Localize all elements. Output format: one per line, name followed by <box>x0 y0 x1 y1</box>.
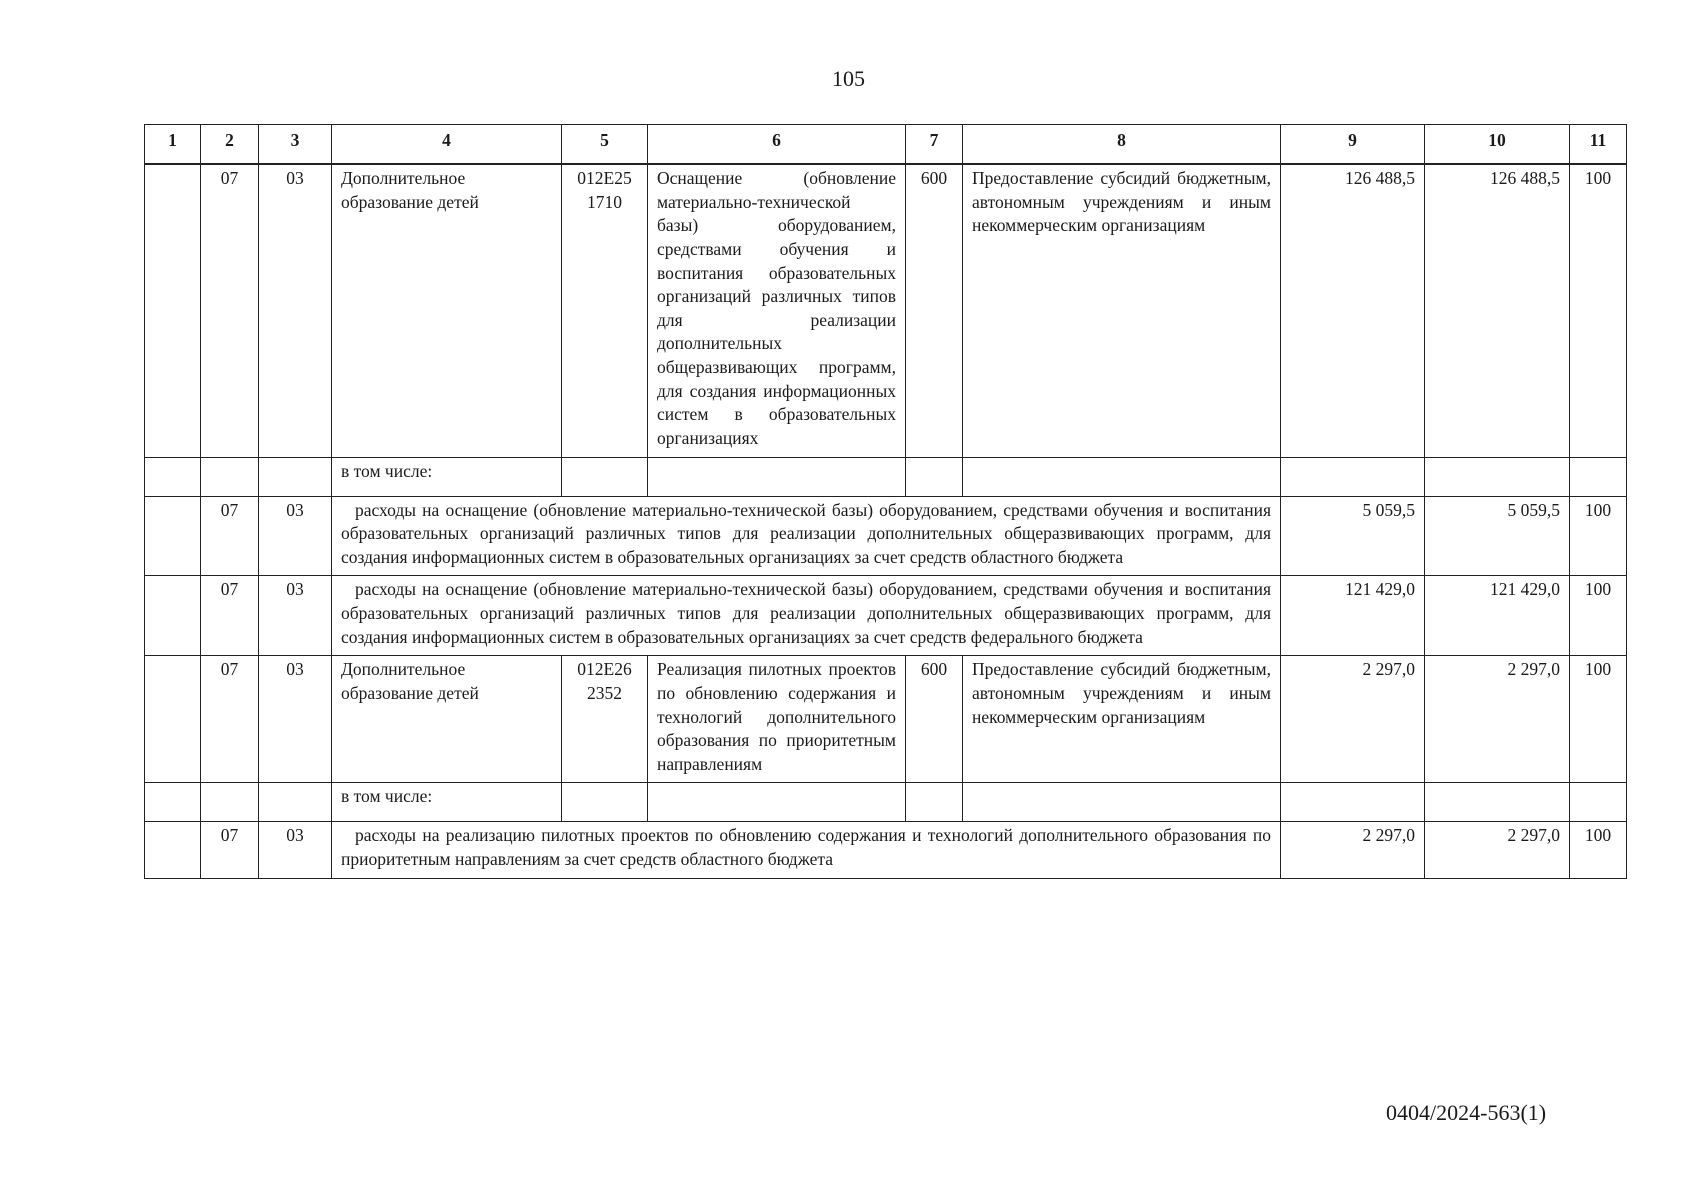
amount-col-10: 2 297,0 <box>1425 822 1570 878</box>
col-1-cell <box>145 576 201 656</box>
amount-col-9: 126 488,5 <box>1281 164 1425 457</box>
header-col-8: 8 <box>963 125 1281 165</box>
header-col-5: 5 <box>562 125 648 165</box>
section-code: 07 <box>201 576 259 656</box>
expense-description: расходы на оснащение (обновление материально-технической базы) оборудованием, средствами обучения и воспитания образовательных организаций различных типов для реализации дополнительных общеразвивающих программ, для создания информационных систем в образовательных организациях за счет средств федерального бюджета <box>332 576 1281 656</box>
budget-table <box>144 124 1627 879</box>
header-col-9: 9 <box>1281 125 1425 165</box>
target-article-name: Оснащение (обновление материально-технической базы) оборудованием, средствами обучения и воспитания образовательных организаций различных типов для реализации дополнительных общеразвивающих программ, для создания информационных систем в образовательных организациях <box>648 164 906 457</box>
section-code: 07 <box>201 164 259 457</box>
including-label: в том числе: <box>332 783 562 822</box>
expense-type-code: 600 <box>906 164 963 457</box>
subsection-code: 03 <box>259 164 332 457</box>
amount-col-10: 5 059,5 <box>1425 496 1570 576</box>
section-code: 07 <box>201 656 259 783</box>
table-row <box>145 576 1627 656</box>
empty-cell <box>963 783 1281 822</box>
target-article-name: Реализация пилотных проектов по обновлению содержания и технологий дополнительного образования по приоритетным направлениям <box>648 656 906 783</box>
amount-col-9: 2 297,0 <box>1281 822 1425 878</box>
percent-col-11: 100 <box>1570 576 1627 656</box>
header-col-10: 10 <box>1425 125 1570 165</box>
col-1-cell <box>145 656 201 783</box>
header-col-1: 1 <box>145 125 201 165</box>
amount-col-10: 2 297,0 <box>1425 656 1570 783</box>
section-name: Дополнительное образование детей <box>332 656 562 783</box>
amount-col-10: 126 488,5 <box>1425 164 1570 457</box>
subsection-code: 03 <box>259 496 332 576</box>
target-article-code-part2: 2352 <box>587 682 622 703</box>
percent-col-11: 100 <box>1570 656 1627 783</box>
section-code: 07 <box>201 496 259 576</box>
empty-cell <box>1425 783 1570 822</box>
header-col-6: 6 <box>648 125 906 165</box>
header-col-3: 3 <box>259 125 332 165</box>
section-name: Дополнительное образование детей <box>332 164 562 457</box>
expense-type-code: 600 <box>906 656 963 783</box>
header-row <box>145 125 1627 165</box>
empty-cell <box>963 457 1281 496</box>
empty-cell <box>1425 457 1570 496</box>
header-col-2: 2 <box>201 125 259 165</box>
table-row <box>145 496 1627 576</box>
section-code: 07 <box>201 822 259 878</box>
subsection-code: 03 <box>259 576 332 656</box>
empty-cell <box>648 457 906 496</box>
empty-cell <box>259 457 332 496</box>
empty-cell <box>259 783 332 822</box>
amount-col-9: 121 429,0 <box>1281 576 1425 656</box>
empty-cell <box>1570 783 1627 822</box>
col-1-cell <box>145 496 201 576</box>
empty-cell <box>906 783 963 822</box>
expense-type-name: Предоставление субсидий бюджетным, автономным учреждениям и иным некоммерческим организациям <box>963 656 1281 783</box>
subsection-code: 03 <box>259 822 332 878</box>
empty-cell <box>201 783 259 822</box>
target-article-code-part2: 1710 <box>587 191 622 212</box>
table-row <box>145 822 1627 878</box>
empty-cell <box>1281 457 1425 496</box>
expense-type-name: Предоставление субсидий бюджетным, автономным учреждениям и иным некоммерческим организациям <box>963 164 1281 457</box>
empty-cell <box>906 457 963 496</box>
amount-col-10: 121 429,0 <box>1425 576 1570 656</box>
empty-cell <box>562 457 648 496</box>
percent-col-11: 100 <box>1570 822 1627 878</box>
target-article-code-part1: 012E25 <box>577 168 632 188</box>
empty-cell <box>648 783 906 822</box>
expense-description: расходы на реализацию пилотных проектов по обновлению содержания и технологий дополнительного образования по приоритетным направлениям за счет средств областного бюджета <box>332 822 1281 878</box>
subsection-code: 03 <box>259 656 332 783</box>
empty-cell <box>1281 783 1425 822</box>
target-article-code-part1: 012E26 <box>577 659 632 680</box>
empty-cell <box>201 457 259 496</box>
header-col-11: 11 <box>1570 125 1627 165</box>
amount-col-9: 2 297,0 <box>1281 656 1425 783</box>
percent-col-11: 100 <box>1570 164 1627 457</box>
target-article-code <box>562 656 648 783</box>
header-col-7: 7 <box>906 125 963 165</box>
empty-cell <box>145 783 201 822</box>
header-col-4: 4 <box>332 125 562 165</box>
table-row-subheading <box>145 783 1627 822</box>
col-1-cell <box>145 164 201 457</box>
expense-description: расходы на оснащение (обновление материально-технической базы) оборудованием, средствами обучения и воспитания образовательных организаций различных типов для реализации дополнительных общеразвивающих программ, для создания информационных систем в образовательных организациях за счет средств областного бюджета <box>332 496 1281 576</box>
empty-cell <box>1570 457 1627 496</box>
table-row <box>145 656 1627 783</box>
table-row-subheading <box>145 457 1627 496</box>
document-code: 0404/2024-563(1) <box>1386 1100 1547 1125</box>
table-row <box>145 164 1627 457</box>
empty-cell <box>562 783 648 822</box>
page-number: 105 <box>832 66 865 91</box>
including-label: в том числе: <box>332 457 562 496</box>
amount-col-9: 5 059,5 <box>1281 496 1425 576</box>
target-article-code <box>562 164 648 457</box>
col-1-cell <box>145 822 201 878</box>
empty-cell <box>145 457 201 496</box>
percent-col-11: 100 <box>1570 496 1627 576</box>
